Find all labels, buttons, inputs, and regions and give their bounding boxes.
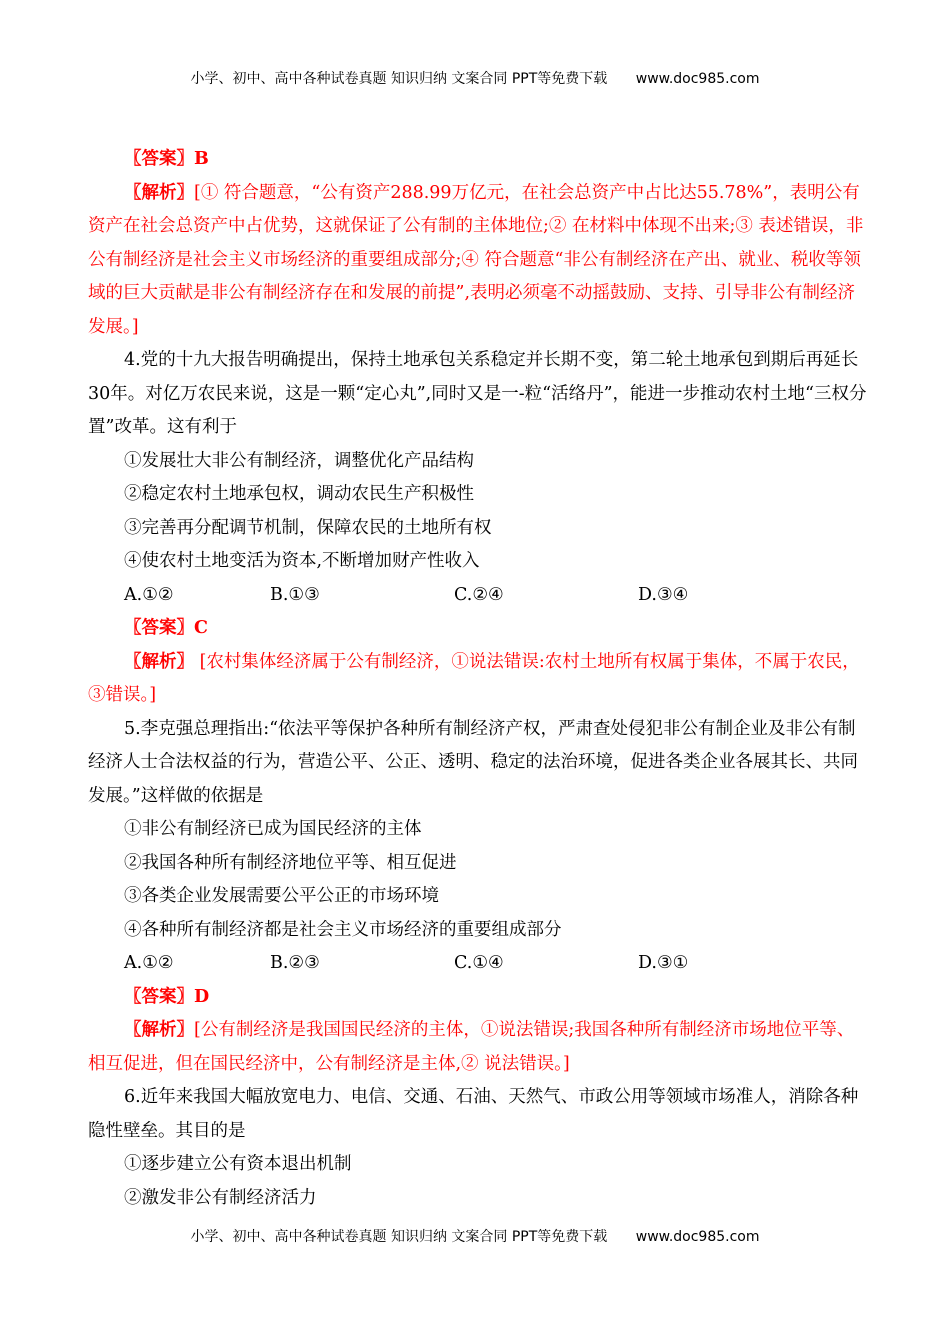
q4-item-1: ①发展壮大非公有制经济，调整优化产品结构 [124,450,474,471]
q5-options [88,947,868,981]
q4-analysis [88,646,868,713]
q4-stem: 4.党的十九大报告明确提出，保持土地承包关系稳定并长期不变，第二轮土地承包到期后再延长30年。对亿万农民来说，这是一颗“定心丸”,同时又是一-粒“活络丹”，能进一步推动农村土地“三权分置”改革。这有利于 [88,350,867,437]
q5-option-b: B.②③ [270,953,320,973]
q6-item-1: ①逐步建立公有资本退出机制 [124,1154,352,1174]
document-body [88,143,868,1215]
analysis-label: 〖解析〗 [124,1020,194,1040]
footer-url[interactable]: www.doc985.com [635,1229,760,1245]
q3-answer [88,143,868,177]
answer-label: 〖答案〗 [124,149,194,169]
q6-item-2: ②激发非公有制经济活力 [124,1187,317,1208]
footer-text: 小学、初中、高中各种试卷真题 知识归纳 文案合同 PPT等免费下载 [190,1229,608,1245]
q3-analysis-text: [① 符合题意，“公有资产288.99万亿元，在社会总资产中占比达55.78%”，表明公有资产在社会总资产中占优势，这就保证了公有制的主体地位;② 在材料中体现不出来;③ 表述错误，非公有制经济是社会主义市场经济的重要组成部分;④ 符合题意“非公有制经济在产出、就业、税收等领域的巨大贡献是非公有制经济存在和发展的前提”,表明必须毫不动摇鼓励、支持、引导非公有制经济发展。] [88,182,864,337]
q5-analysis-text: [公有制经济是我国国民经济的主体，①说法错误;我国各种所有制经济市场地位平等、相互促进，但在国民经济中，公有制经济是主体,② 说法错误。] [88,1020,855,1074]
page-header [0,68,950,88]
q4-answer [88,612,868,646]
q4-analysis-text: [农村集体经济属于公有制经济，①说法错误:农村土地所有权属于集体，不属于农民，③错误。] [88,651,860,705]
q4-option-b: B.①③ [270,584,320,605]
q3-analysis [88,177,868,345]
q5-option-d: D.③① [638,953,689,973]
q5-stem: 5.李克强总理指出:“依法平等保护各种所有制经济产权，严肃查处侵犯非公有制企业及非公有制经济人士合法权益的行为，营造公平、公正、透明、稳定的法治环境，促进各类企业各展其长、共同发展。”这样做的依据是 [88,718,858,806]
answer-label: 〖答案〗 [124,618,194,638]
q5-answer [88,981,868,1015]
q5-answer-value: D [194,986,210,1007]
q4-option-d: D.③④ [638,584,689,605]
q6-stem: 6.近年来我国大幅放宽电力、电信、交通、石油、天然气、市政公用等领域市场准人，消除各种隐性壁垒。其目的是 [88,1087,859,1141]
q4-item-2: ②稳定农村土地承包权，调动农民生产积极性 [124,484,474,504]
analysis-label: 〖解析〗 [124,651,194,672]
analysis-label: 〖解析〗 [124,182,194,203]
q5-item-1: ①非公有制经济已成为国民经济的主体 [124,819,422,839]
page-footer [0,1226,950,1246]
q4-item-4: ④使农村土地变活为资本,不断增加财产性收入 [124,551,480,571]
q5-item-3: ③各类企业发展需要公平公正的市场环境 [124,886,439,906]
q4-item-3: ③完善再分配调节机制，保障农民的土地所有权 [124,517,492,538]
answer-label: 〖答案〗 [124,986,194,1007]
q4-answer-value: C [194,618,208,638]
q5-item-4: ④各种所有制经济都是社会主义市场经济的重要组成部分 [124,919,562,940]
q4-option-a: A.①② [124,584,174,605]
q5-analysis [88,1014,868,1081]
q5-option-c: C.①④ [454,953,504,973]
header-url[interactable]: www.doc985.com [635,71,760,87]
q3-answer-value: B [194,149,209,169]
q5-item-2: ②我国各种所有制经济地位平等、相互促进 [124,852,457,873]
header-text: 小学、初中、高中各种试卷真题 知识归纳 文案合同 PPT等免费下载 [190,71,608,87]
q4-option-c: C.②④ [454,584,504,605]
q4-options [88,579,868,613]
q5-option-a: A.①② [124,953,174,973]
